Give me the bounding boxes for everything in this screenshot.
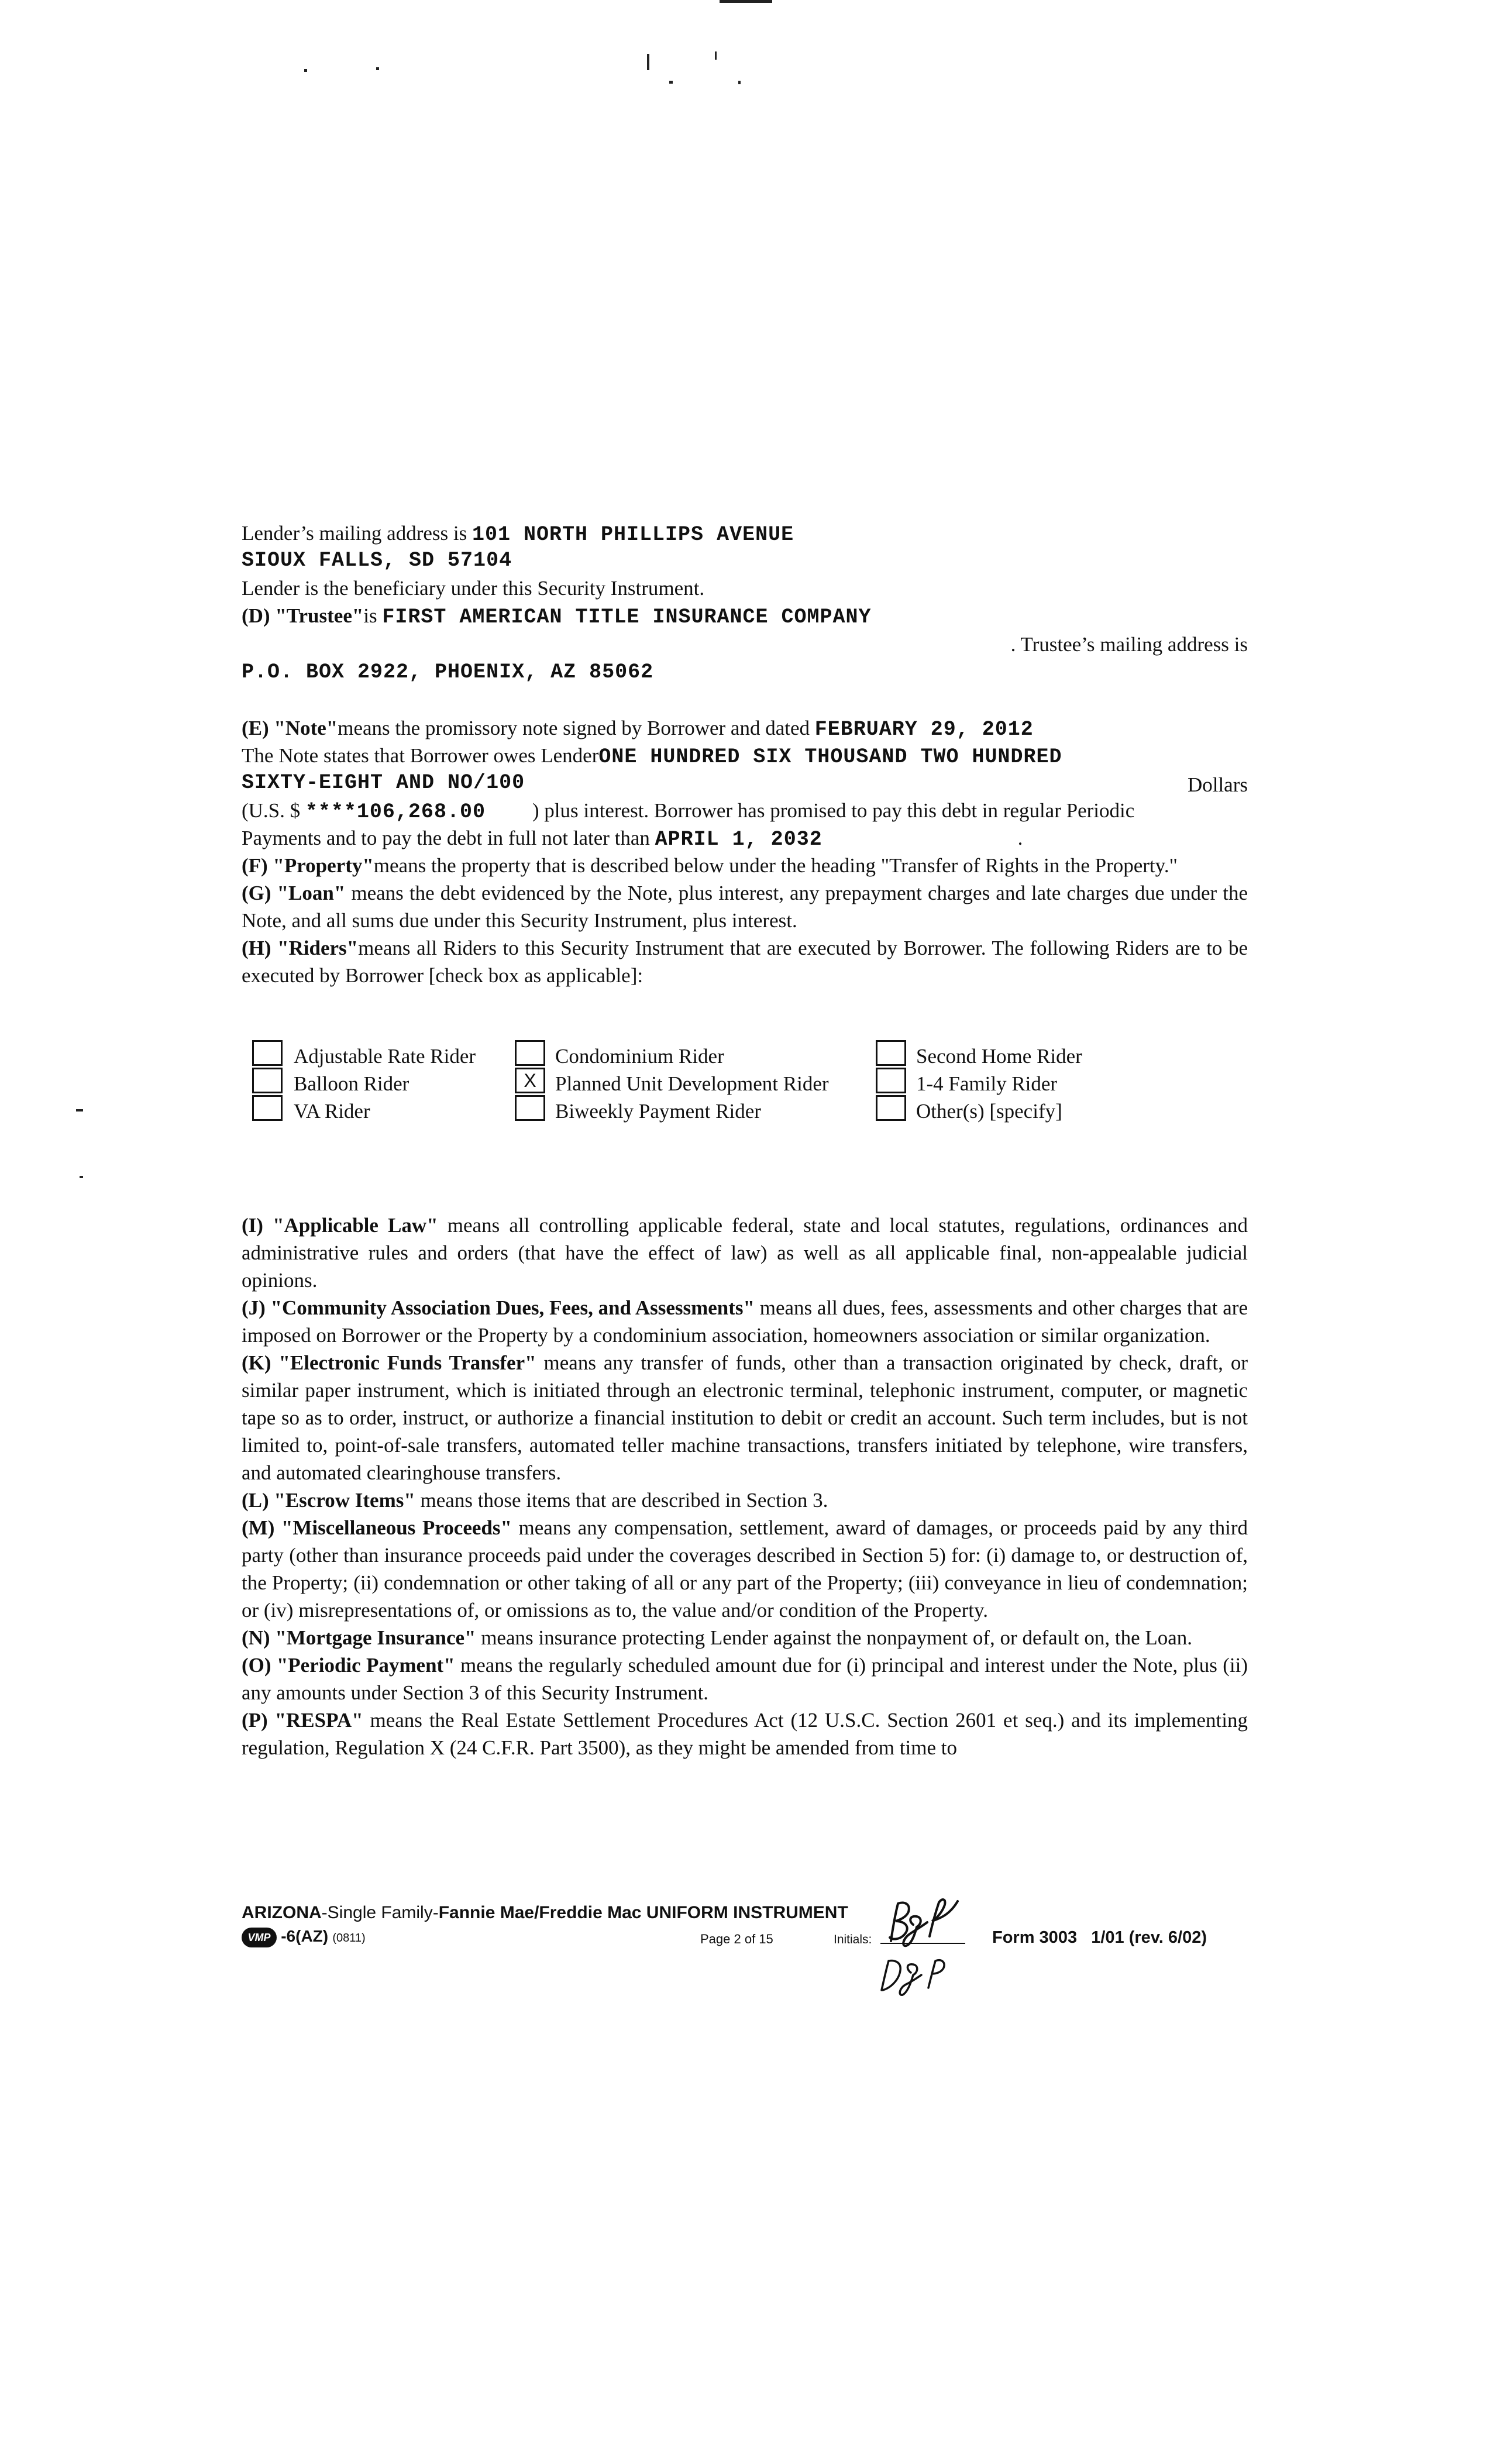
- label-adjustable-rate-rider: Adjustable Rate Rider: [294, 1045, 476, 1068]
- checkbox-va-rider[interactable]: [252, 1095, 283, 1121]
- maturity-line: [242, 824, 1023, 854]
- definition-property: (F) "Property"means the property that is described below under the heading "Transfer of Rights in the Property.": [242, 854, 1178, 877]
- label-balloon-rider: Balloon Rider: [294, 1072, 409, 1095]
- definition-escrow-items: (L) "Escrow Items" means those items that are described in Section 3.: [242, 1489, 828, 1512]
- maturity-date: APRIL 1, 2032: [655, 828, 823, 851]
- definition-loan: (G) "Loan" means the debt evidenced by the Note, plus interest, any prepayment charges and late charges due under the Note, and all sums due under this Security Instrument, plus interest.: [242, 882, 1248, 932]
- scan-speck: [376, 67, 379, 70]
- footer-state: ARIZONA: [242, 1903, 322, 1922]
- amount-numeric-line: [242, 797, 1248, 826]
- footer-form-code-rev: (0811): [332, 1932, 366, 1945]
- note-date: FEBRUARY 29, 2012: [814, 718, 1034, 741]
- label-planned-unit-development-rider: Planned Unit Development Rider: [555, 1072, 829, 1095]
- us-prefix: (U.S. $: [242, 799, 301, 822]
- scan-speck: [80, 1176, 83, 1178]
- definitions-bottom: [242, 1212, 1248, 1761]
- scan-speck: [647, 54, 649, 70]
- trustee-is: is: [363, 604, 377, 627]
- checkbox-1-4-family-rider[interactable]: [876, 1068, 906, 1093]
- label-second-home-rider: Second Home Rider: [916, 1045, 1082, 1068]
- checkbox-other-rider[interactable]: [876, 1095, 906, 1121]
- checkbox-adjustable-rate-rider[interactable]: [252, 1040, 283, 1066]
- scan-speck: [720, 0, 772, 3]
- label-condominium-rider: Condominium Rider: [555, 1045, 724, 1068]
- label-other-rider: Other(s) [specify]: [916, 1100, 1062, 1123]
- trustee-mailing-suffix: . Trustee’s mailing address is: [1010, 633, 1248, 656]
- amount-words-2: SIXTY-EIGHT AND NO/100: [242, 771, 525, 794]
- dollars-label: Dollars: [1187, 773, 1248, 796]
- footer-form-number: Form 3003 1/01 (rev. 6/02): [992, 1928, 1207, 1947]
- trustee-line: [242, 602, 872, 631]
- footer-form-description: [242, 1903, 848, 1923]
- checkbox-condominium-rider[interactable]: [515, 1040, 545, 1066]
- amount-words-1: ONE HUNDRED SIX THOUSAND TWO HUNDRED: [598, 745, 1062, 769]
- note-label: (E) "Note": [242, 717, 338, 739]
- checkbox-planned-unit-development-rider[interactable]: X: [515, 1068, 545, 1093]
- lender-address-city: SIOUX FALLS, SD 57104: [242, 549, 512, 572]
- handwritten-initials-second: [875, 1954, 956, 2001]
- note-text: means the promissory note signed by Borrower and dated: [338, 717, 810, 739]
- definition-miscellaneous-proceeds: (M) "Miscellaneous Proceeds" means any compensation, settlement, award of damages, or proceeds paid by any third party (other than insurance proceeds paid under the coverages described in Section 5) for: (i) damage to, or destruction of, the Property; (ii) condemnation or other taking of all or any part of the Property; (iii) conveyance in lieu of condemnation; or (iv) misrepresentations of, or omissions as to, the value and/or condition of the Property.: [242, 1516, 1248, 1622]
- definition-periodic-payment: (O) "Periodic Payment" means the regularly scheduled amount due for (i) principal and interest under the Note, plus (ii) any amounts under Section 3 of this Security Instrument.: [242, 1654, 1248, 1704]
- beneficiary-line: Lender is the beneficiary under this Security Instrument.: [242, 577, 705, 600]
- scan-speck: [669, 81, 673, 84]
- amount-numeric: ****106,268.00: [305, 800, 486, 824]
- checkbox-second-home-rider[interactable]: [876, 1040, 906, 1066]
- footer-form-code: -6(AZ): [281, 1927, 329, 1945]
- definition-respa: (P) "RESPA" means the Real Estate Settlement Procedures Act (12 U.S.C. Section 2601 et seq.) and its implementing regulation, Regulation X (24 C.F.R. Part 3500), as they might be amended from time to: [242, 1709, 1248, 1759]
- lender-address-street: 101 NORTH PHILLIPS AVENUE: [472, 523, 794, 546]
- lender-address-line: [242, 519, 794, 549]
- definition-mortgage-insurance: (N) "Mortgage Insurance" means insurance protecting Lender against the nonpayment of, or default on, the Loan.: [242, 1626, 1193, 1649]
- label-va-rider: VA Rider: [294, 1100, 370, 1123]
- owes-line: [242, 742, 1062, 771]
- definition-electronic-funds-transfer: (K) "Electronic Funds Transfer" means any transfer of funds, other than a transaction originated by check, draft, or similar paper instrument, which is initiated through an electronic terminal, telephonic instrument, computer, or magnetic tape so as to order, instruct, or authorize a financial institution to debit or credit an account. Such term includes, but is not limited to, point-of-sale transfers, automated teller machine transactions, transfers initiated by telephone, wire transfers, and automated clearinghouse transfers.: [242, 1351, 1248, 1484]
- scan-speck: [715, 51, 717, 60]
- footer-page-number: Page 2 of 15: [700, 1932, 773, 1946]
- trustee-address: P.O. BOX 2922, PHOENIX, AZ 85062: [242, 660, 654, 684]
- checkbox-balloon-rider[interactable]: [252, 1068, 283, 1093]
- lender-address-prefix: Lender’s mailing address is: [242, 522, 467, 545]
- plus-interest-text: ) plus interest. Borrower has promised to pay this debt in regular Periodic: [532, 799, 1135, 822]
- scan-speck: [76, 1109, 83, 1111]
- footer-desc-1: -Single Family-: [321, 1903, 439, 1922]
- vmp-logo: VMP: [242, 1928, 277, 1947]
- footer-initials-label: Initials:: [834, 1933, 872, 1946]
- scan-speck: [738, 81, 741, 84]
- footer-form-code-line: [242, 1927, 366, 1947]
- scan-speck: [304, 69, 307, 72]
- definition-applicable-law: (I) "Applicable Law" means all controlling applicable federal, state and local statutes, regulations, ordinances and administrative rules and orders (that have the effect of law) as well as all applicable final, non-appealable judicial opinions.: [242, 1214, 1248, 1292]
- checkbox-biweekly-payment-rider[interactable]: [515, 1095, 545, 1121]
- trustee-label: (D) "Trustee": [242, 604, 364, 627]
- owes-text: The Note states that Borrower owes Lender: [242, 744, 599, 767]
- label-1-4-family-rider: 1-4 Family Rider: [916, 1072, 1058, 1095]
- definitions-top: [242, 852, 1248, 989]
- definition-riders: (H) "Riders"means all Riders to this Security Instrument that are executed by Borrower. The following Riders are to be executed by Borrower [check box as applicable]:: [242, 937, 1248, 987]
- definition-community-association-dues: (J) "Community Association Dues, Fees, and Assessments" means all dues, fees, assessments and other charges that are imposed on Borrower or the Property by a condominium association, homeowners association or similar organization.: [242, 1296, 1248, 1347]
- trustee-name: FIRST AMERICAN TITLE INSURANCE COMPANY: [382, 605, 872, 629]
- footer-desc-2: Fannie Mae/Freddie Mac UNIFORM INSTRUMENT: [438, 1903, 848, 1922]
- note-line: [242, 714, 1034, 744]
- label-biweekly-payment-rider: Biweekly Payment Rider: [555, 1100, 761, 1123]
- payments-text: Payments and to pay the debt in full not later than: [242, 827, 650, 849]
- maturity-period: .: [1017, 827, 1023, 849]
- handwritten-initials-signature: [880, 1895, 968, 1948]
